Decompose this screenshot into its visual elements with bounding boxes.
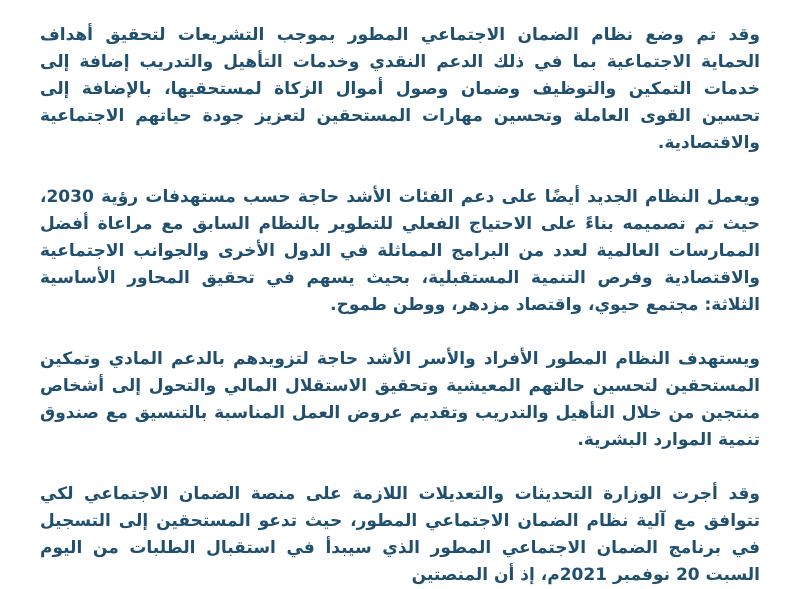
paragraph-2: ويعمل النظام الجديد أيضًا على دعم الفئات الأشد حاجة حسب مستهدفات رؤية 2030، حيث تم تصميمه بناءً على الاحتياج الفعلي للتطوير بالنظام السابق مع مراعاة أفضل الممارسات العالمية لعدد من البرامج المماثلة في الدول الأخرى والجوانب الاجتماعية والاقتصادية وفرص التنمية المستقبلية، بحيث يسهم في تحقيق المحاور الأساسية الثلاثة: مجتمع حيوي، واقتصاد مزدهر، ووطن طموح. <box>40 187 760 315</box>
paragraph-3: ويستهدف النظام المطور الأفراد والأسر الأشد حاجة لتزويدهم بالدعم المادي وتمكين المستحقين لتحسين حالتهم المعيشية وتحقيق الاستقلال المالي والتحول إلى أشخاص منتجين من خلال التأهيل والتدريب وتقديم عروض العمل المناسبة بالتنسيق مع صندوق تنمية الموارد البشرية. <box>40 349 760 450</box>
paragraph-1: وقد تم وضع نظام الضمان الاجتماعي المطور بموجب التشريعات لتحقيق أهداف الحماية الاجتماعية بما في ذلك الدعم النقدي وخدمات التأهيل والتدريب إضافة إلى خدمات التمكين والتوظيف وضمان وصول أموال الزكاة لمستحقيها، بالإضافة إلى تحسين القوى العاملة وتحسين مهارات المستحقين لتعزيز جودة حياتهم الاجتماعية والاقتصادية. <box>40 25 760 153</box>
paragraph-4: وقد أجرت الوزارة التحديثات والتعديلات اللازمة على منصة الضمان الاجتماعي لكي تتوافق مع آلية نظام الضمان الاجتماعي المطور، حيث تدعو المستحقين إلى التسجيل في برنامج الضمان الاجتماعي المطور الذي سيبدأ في استقبال الطلبات من اليوم السبت 20 نوفمبر 2021م، إذ أن المنصتين <box>40 484 760 585</box>
